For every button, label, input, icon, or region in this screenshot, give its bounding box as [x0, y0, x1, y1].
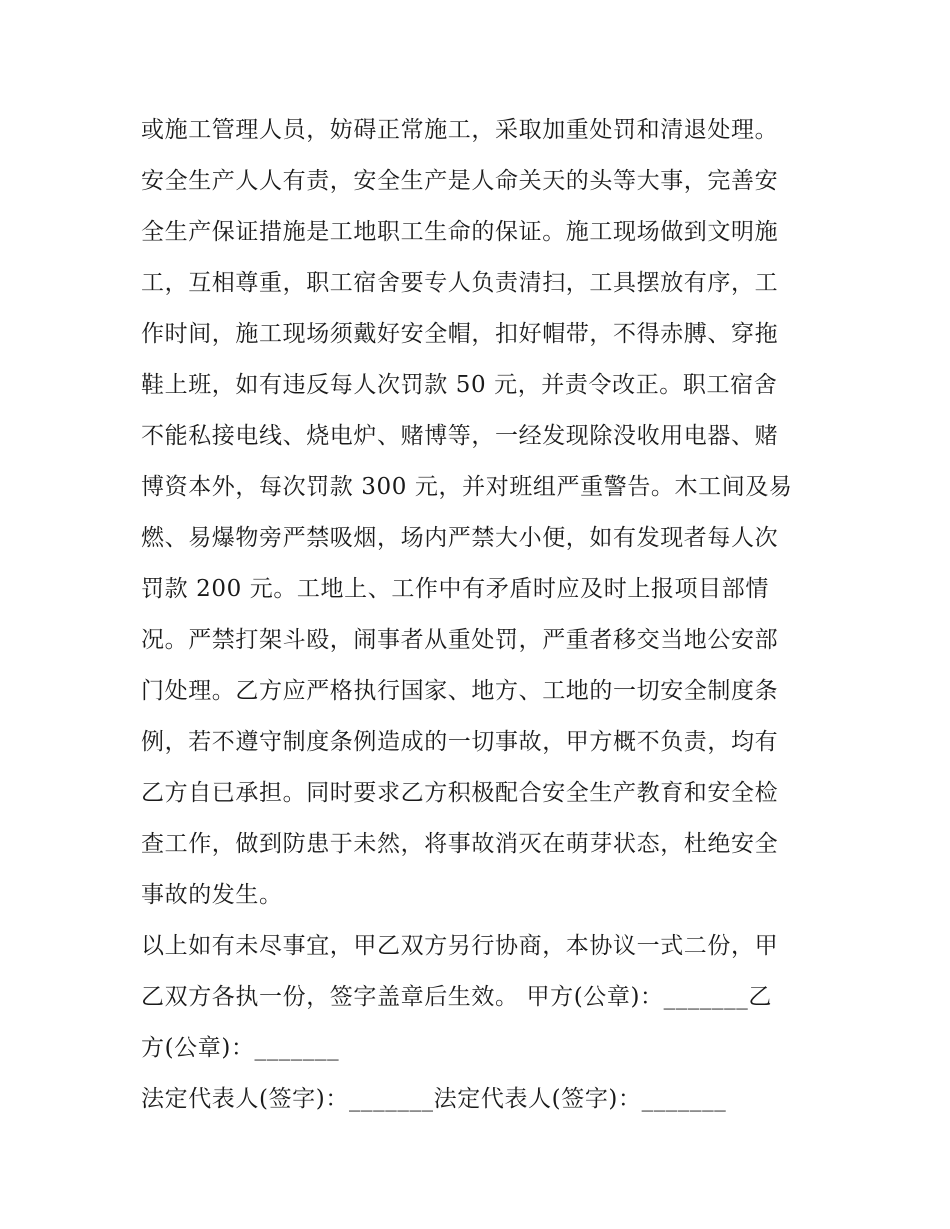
text-line: 门处理。乙方应严格执行国家、地方、工地的一切安全制度条 [141, 678, 779, 704]
text-line: 不能私接电线、烧电炉、赌博等，一经发现除没收用电器、赌 [141, 423, 779, 449]
text-line: 工，互相尊重，职工宿舍要专人负责清扫，工具摆放有序，工 [141, 270, 779, 296]
text-line: 法定代表人(签字)：_______法定代表人(签字)：_______ [141, 1086, 727, 1112]
text-line: 作时间，施工现场须戴好安全帽，扣好帽带，不得赤膊、穿拖 [141, 321, 779, 347]
text-line: 例，若不遵守制度条例造成的一切事故，甲方概不负责，均有 [141, 729, 779, 755]
text-line: 方(公章)：_______ [141, 1035, 340, 1061]
text-line: 博资本外，每次罚款 300 元，并对班组严重警告。木工间及易 [141, 474, 793, 500]
text-line: 鞋上班，如有违反每人次罚款 50 元，并责令改正。职工宿舍 [141, 372, 778, 398]
text-line: 安全生产人人有责，安全生产是人命关天的头等大事，完善安 [141, 168, 779, 194]
text-line: 事故的发生。 [141, 882, 283, 908]
text-line: 燃、易爆物旁严禁吸烟，场内严禁大小便，如有发现者每人次 [141, 525, 779, 551]
text-line: 全生产保证措施是工地职工生命的保证。施工现场做到文明施 [141, 219, 779, 245]
text-line: 乙方自已承担。同时要求乙方积极配合安全生产教育和安全检 [141, 780, 779, 806]
text-line: 罚款 200 元。工地上、工作中有矛盾时应及时上报项目部情 [141, 576, 769, 602]
text-line: 以上如有未尽事宜，甲乙双方另行协商，本协议一式二份，甲 [141, 933, 779, 959]
text-line: 或施工管理人员，妨碍正常施工，采取加重处罚和清退处理。 [141, 117, 779, 143]
text-line: 查工作，做到防患于未然，将事故消灭在萌芽状态，杜绝安全 [141, 831, 779, 857]
text-line: 乙双方各执一份，签字盖章后生效。 甲方(公章)：_______乙 [141, 984, 772, 1010]
text-line: 况。严禁打架斗殴，闹事者从重处罚，严重者移交当地公安部 [141, 627, 779, 653]
